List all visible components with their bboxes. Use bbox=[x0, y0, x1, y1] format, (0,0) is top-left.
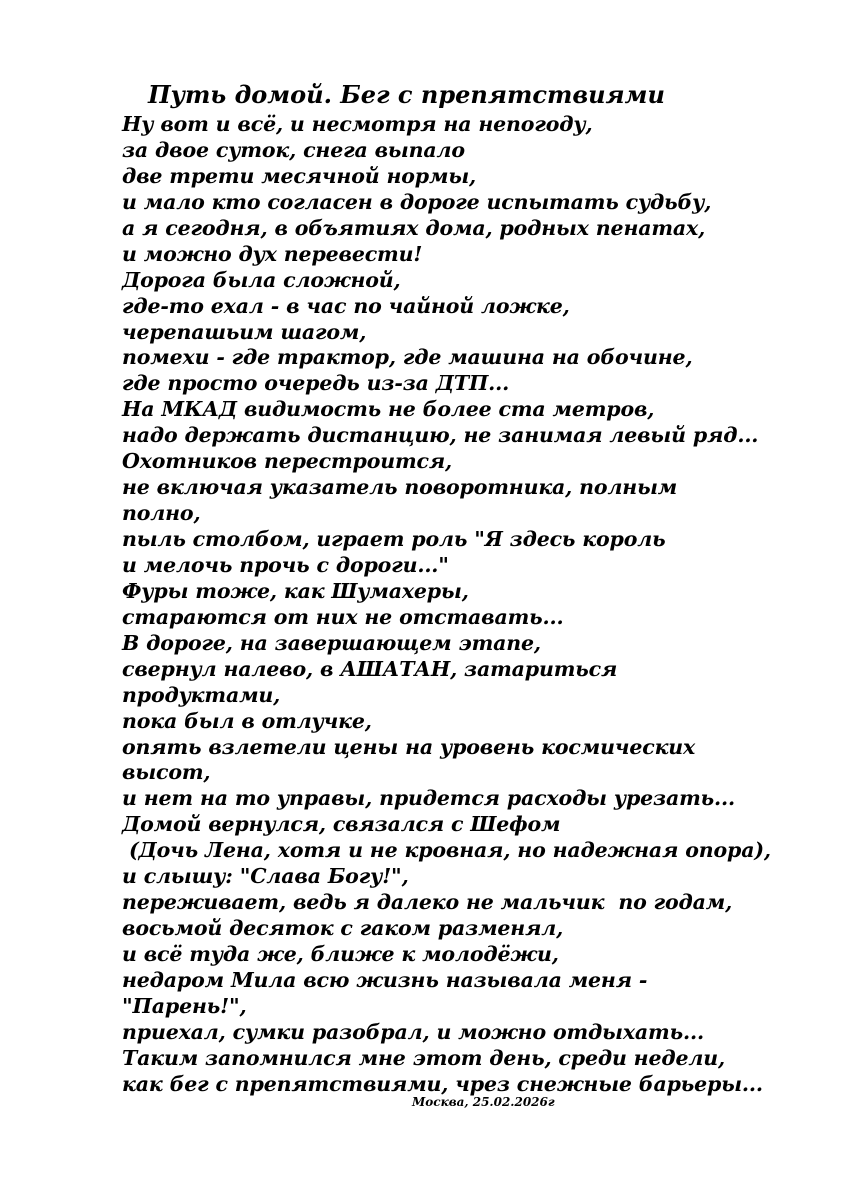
poem-line: В дороге, на завершающем этапе, bbox=[122, 630, 541, 655]
signature-place-date: Москва, 25.02.2026г bbox=[412, 1095, 555, 1109]
poem-line: и слышу: "Слава Богу!", bbox=[122, 864, 409, 889]
poem-line: и всё туда же, ближе к молодёжи, bbox=[122, 942, 559, 966]
poem-line: стараются от них не отставать... bbox=[122, 604, 564, 629]
poem-line: две трети месячной нормы, bbox=[122, 163, 477, 188]
poem-line: как бег с препятствиями, чрез снежные барьеры... bbox=[122, 1071, 763, 1096]
poem-line: приехал, сумки разобрал, и можно отдыхать... bbox=[122, 1019, 704, 1044]
poem-body bbox=[122, 112, 771, 1098]
poem-line: На МКАД видимость не более ста метров, bbox=[122, 397, 655, 422]
poem-line: свернул налево, в АШАТАН, затариться bbox=[122, 656, 618, 681]
poem-line: не включая указатель поворотника, полным bbox=[122, 475, 678, 500]
poem-line: "Парень!", bbox=[122, 993, 247, 1018]
poem-line: (Дочь Лена, хотя и не кровная, но надежная опора), bbox=[122, 838, 771, 863]
poem-line: переживает, ведь я далеко не мальчик по годам, bbox=[122, 890, 733, 915]
poem-line: а я сегодня, в объятиях дома, родных пенатах, bbox=[122, 215, 706, 240]
poem-line: черепашьим шагом, bbox=[122, 319, 367, 344]
poem-line: где-то ехал - в час по чайной ложке, bbox=[122, 293, 570, 318]
poem-line: пыль столбом, играет роль "Я здесь король bbox=[122, 527, 666, 551]
poem-line: Охотников перестроится, bbox=[122, 449, 453, 474]
poem-line: Фуры тоже, как Шумахеры, bbox=[122, 578, 469, 603]
poem-line: где просто очередь из-за ДТП... bbox=[122, 371, 510, 396]
poem-line: за двое суток, снега выпало bbox=[122, 137, 465, 162]
poem-line: Таким запомнился мне этот день, среди недели, bbox=[122, 1045, 725, 1070]
poem-line: помехи - где трактор, где машина на обочине, bbox=[122, 345, 693, 370]
poem-line: недаром Мила всю жизнь называла меня - bbox=[122, 967, 648, 992]
poem-line: продуктами, bbox=[122, 682, 281, 707]
poem-line: и можно дух перевести! bbox=[122, 241, 423, 266]
poem-line: Ну вот и всё, и несмотря на непогоду, bbox=[122, 112, 593, 136]
poem-line: Домой вернулся, связался с Шефом bbox=[122, 812, 561, 837]
poem-line: и мелочь прочь с дороги..." bbox=[122, 552, 449, 577]
poem-line: опять взлетели цены на уровень космических bbox=[122, 734, 696, 759]
poem-line: и нет на то управы, придется расходы урезать... bbox=[122, 786, 735, 811]
poem-line: восьмой десяток с гаком разменял, bbox=[122, 916, 564, 941]
poem-line: полно, bbox=[122, 501, 201, 526]
poem-line: надо держать дистанцию, не занимая левый ряд... bbox=[122, 423, 759, 448]
poem-line: и мало кто согласен в дороге испытать судьбу, bbox=[122, 189, 712, 214]
poem-line: высот, bbox=[122, 760, 211, 785]
poem-title: Путь домой. Бег с препятствиями bbox=[148, 80, 665, 109]
poem-line: Дорога была сложной, bbox=[122, 267, 401, 292]
poem-line: пока был в отлучке, bbox=[122, 708, 372, 733]
